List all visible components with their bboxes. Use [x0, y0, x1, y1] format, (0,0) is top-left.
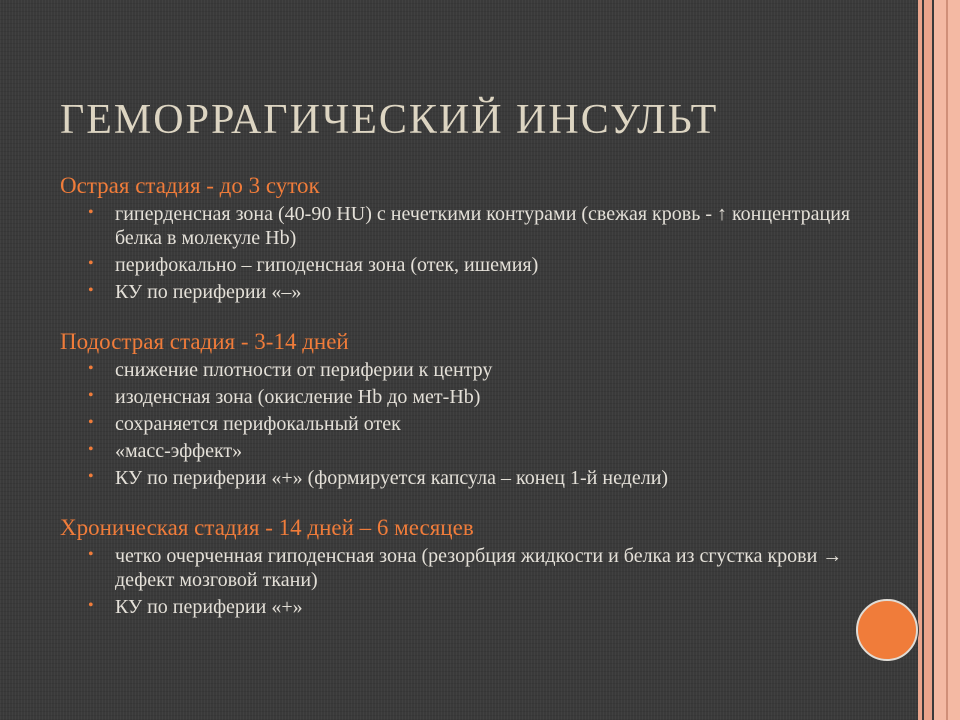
stage-bullet-list: [60, 544, 860, 619]
bullet-text: КУ по периферии «–»: [115, 281, 302, 303]
stage-section-subacute: [60, 328, 860, 490]
bullet-text: «масс-эффект»: [115, 440, 243, 462]
bullet-icon: •: [88, 204, 94, 221]
bullet-icon: •: [88, 597, 94, 614]
bullet-item: [60, 466, 860, 490]
bullet-item: [60, 439, 860, 463]
stage-heading: Подострая стадия - 3-14 дней: [60, 329, 349, 354]
bullet-item: [60, 253, 860, 277]
stage-bullet-list: [60, 358, 860, 490]
bullet-icon: •: [88, 255, 94, 272]
bullet-icon: •: [88, 468, 94, 485]
bullet-item: [60, 202, 860, 250]
bullet-text: четко очерченная гиподенсная зона (резорбция жидкости и белка из сгустка крови → дефект мозговой ткани): [115, 545, 843, 591]
bullet-item: [60, 544, 860, 592]
stage-bullet-list: [60, 202, 860, 304]
bullet-text: изоденсная зона (окисление Hb до мет-Hb): [115, 386, 481, 408]
bullet-text: сохраняется перифокальный отек: [115, 413, 401, 435]
bullet-icon: •: [88, 414, 94, 431]
bullet-item: [60, 385, 860, 409]
decor-stripe: [924, 0, 932, 720]
bullet-item: [60, 412, 860, 436]
stage-section-acute: [60, 172, 860, 304]
bullet-item: [60, 358, 860, 382]
stage-section-chronic: [60, 514, 860, 619]
bullet-text: перифокально – гиподенсная зона (отек, ишемия): [115, 254, 539, 276]
bullet-icon: •: [88, 282, 94, 299]
bullet-item: [60, 595, 860, 619]
bullet-icon: •: [88, 546, 94, 563]
bullet-icon: •: [88, 441, 94, 458]
bullet-text: КУ по периферии «+» (формируется капсула – конец 1-й недели): [115, 467, 669, 489]
decor-stripe: [946, 0, 948, 720]
bullet-icon: •: [88, 387, 94, 404]
decor-circle: [856, 599, 918, 661]
stage-heading: Хроническая стадия - 14 дней – 6 месяцев: [60, 515, 474, 540]
bullet-item: [60, 280, 860, 304]
bullet-text: снижение плотности от периферии к центру: [115, 359, 493, 381]
bullet-text: гиперденсная зона (40-90 HU) с нечеткими контурами (свежая кровь - ↑ концентрация белка в молекуле Hb): [115, 203, 851, 249]
stage-heading: Острая стадия - до 3 суток: [60, 173, 320, 198]
bullet-text: КУ по периферии «+»: [115, 596, 303, 618]
bullet-icon: •: [88, 360, 94, 377]
slide-content: [60, 172, 860, 622]
slide-title: ГЕМОРРАГИЧЕСКИЙ ИНСУЛЬТ: [60, 97, 719, 143]
